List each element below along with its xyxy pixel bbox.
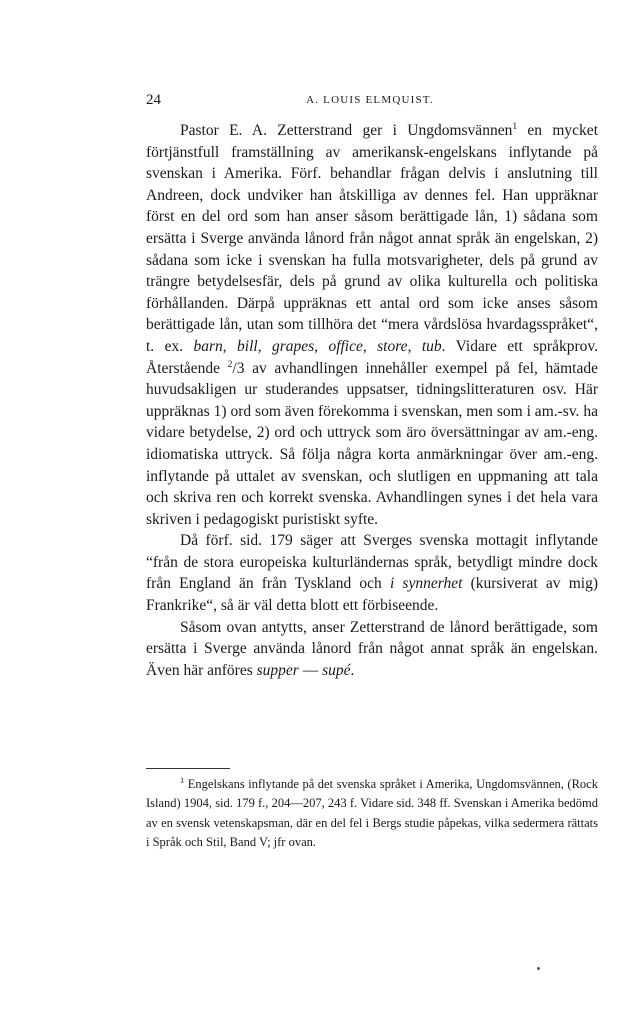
p1-text-a: Pastor E. A. Zetterstrand ger i Ungdomsvännen bbox=[180, 122, 513, 139]
p2-text-b: (kursiverat av mig) Frankrike“, så är väl detta blott ett förbiseende. bbox=[146, 575, 598, 615]
fraction-numerator: 2 bbox=[227, 359, 233, 370]
p2-text-a: Då förf. sid. 179 säger att Sverges svenska mottagit inflytande “från de stora europeiska kulturländernas språk, betydligt mindre dock från England än från Tyskland och bbox=[146, 532, 598, 593]
body-text bbox=[146, 120, 598, 681]
page-number: 24 bbox=[146, 92, 161, 108]
paragraph-2 bbox=[146, 530, 598, 616]
p3-end: . bbox=[350, 661, 355, 679]
p1-sep-1: , bbox=[222, 337, 238, 355]
p3-dash: — bbox=[298, 661, 323, 679]
footnote-reference[interactable]: 1 bbox=[512, 121, 518, 132]
paragraph-1 bbox=[146, 120, 598, 530]
example-word-supper: supper bbox=[256, 661, 299, 679]
example-word-supe: supé bbox=[322, 661, 351, 679]
p1-sep-2: , bbox=[257, 337, 272, 355]
fraction-denominator: /3 bbox=[232, 359, 245, 377]
footnote bbox=[146, 775, 598, 853]
example-word-store: store bbox=[377, 337, 408, 355]
example-word-office: office bbox=[328, 337, 363, 355]
p1-text-b: en mycket förtjänstfull framställning av amerikansk-engelskans inflytande på svenskan i Amerika. Förf. behandlar frågan delvis i anslutning till Andreen, dock undviker han åtskilliga av dennes fel. Han uppräknar först en del ord som han anser såsom berättigade lån, 1) sådana som ersätta i Sverge använda lånord från något annat språk än engelskan, 2) sådana som icke i svenskan ha fulla motsvarigheter, dels på grund av trängre betydelsesfär, dels på grund av olika kulturella och politiska förhållanden. Därpå uppräknas ett antal ord som icke anses såsom berättigade lån, utan som tillhöra det “mera vårdslösa hvardagsspråket“, t. ex. bbox=[146, 122, 598, 355]
p1-sep-5: , bbox=[407, 337, 422, 355]
paragraph-3 bbox=[146, 617, 598, 682]
p1-sep-4: , bbox=[362, 337, 378, 355]
emphasis-i-synnerhet: i synnerhet bbox=[389, 575, 463, 593]
example-word-tub: tub bbox=[421, 337, 442, 355]
p1-text-c: . Vidare ett språkprov. Återstående bbox=[146, 337, 599, 377]
running-head: A. LOUIS ELMQUIST. bbox=[306, 94, 434, 106]
p1-sep-3: , bbox=[314, 337, 329, 355]
footnote-mark: 1 bbox=[180, 774, 185, 785]
example-word-grapes: grapes bbox=[271, 337, 315, 355]
paper-speck bbox=[537, 967, 540, 970]
p1-text-d: av avhandlingen innehåller exempel på fel, hämtade huvudsakligen ur studerandes uppsatser, tidningslitteraturen osv. Här uppräknas 1) ord som även förekomma i svenskan, men som i am.-sv. ha vidare betydelse, 2) ord och uttryck som äro översättningar av am.-eng. idiomatiska uttryck. Så följa några korta anmärkningar över am.-eng. inflytande på uttalet av svenskan, och slutligen en uppmaning att tala och skriva ren och korrekt svenska. Avhandlingen synes i det hela vara skriven i pedagogiskt puristiskt syfte. bbox=[146, 359, 598, 528]
example-word-barn: barn bbox=[193, 337, 223, 355]
p3-text-a: Såsom ovan antytts, anser Zetterstrand de lånord berättigade, som ersätta i Sverge använda lånord från något annat språk än engelskan. Även här anföres bbox=[146, 618, 598, 679]
footnote-text: Engelskans inflytande på det svenska språket i Amerika, Ungdomsvännen, (Rock Island) 1904, sid. 179 f., 204—207, 243 f. Vidare sid. 348 ff. Svenskan i Amerika bedömd av en svensk vetenskapsman, där en del fel i Bergs studie påpekas, vilka sedermera rättats i Språk och Stil, Band V; jfr ovan. bbox=[146, 777, 598, 850]
example-word-bill: bill bbox=[237, 337, 258, 355]
footnote-divider bbox=[146, 768, 230, 769]
page-header bbox=[146, 92, 594, 112]
